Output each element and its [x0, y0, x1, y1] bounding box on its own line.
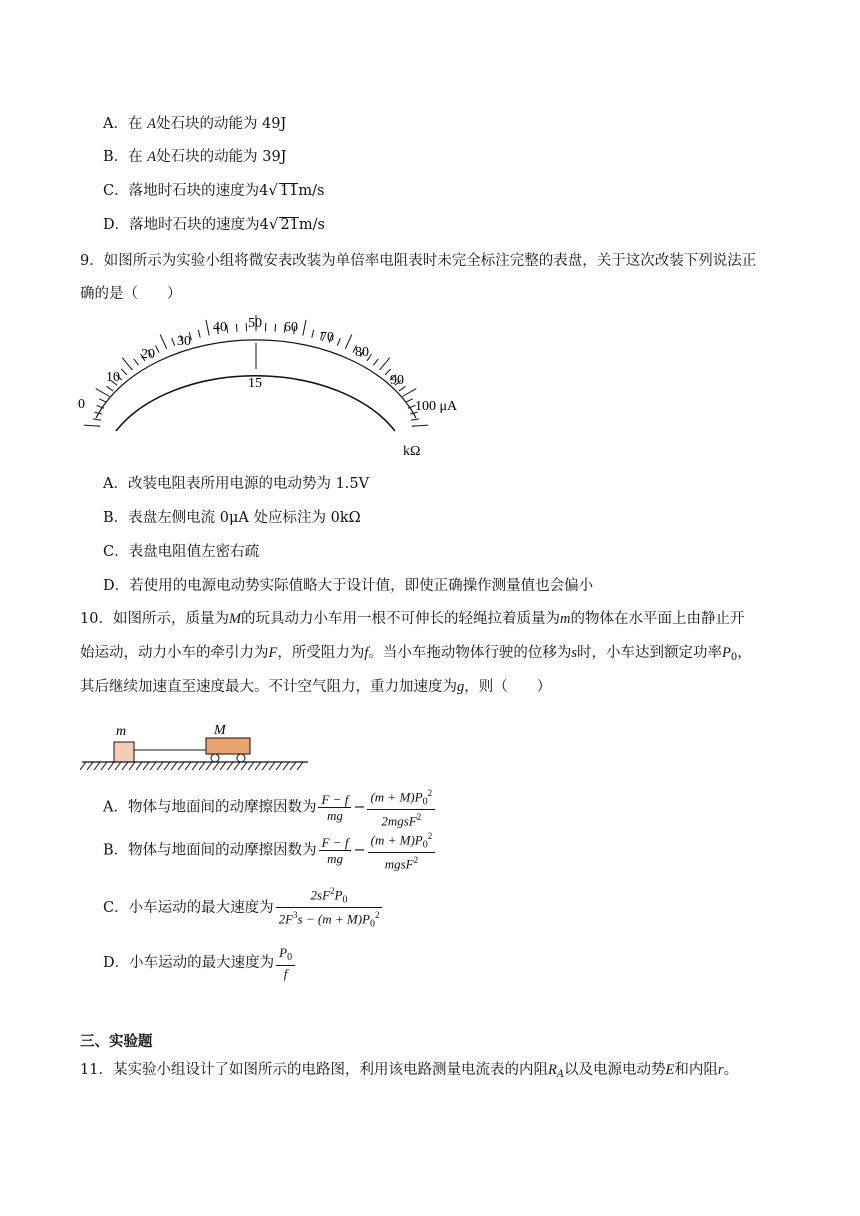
dial-label-100-uA: 100 μA [415, 399, 458, 414]
q10c-frac: $\frac{2sF^2P_0}{2F^3s - (m + M)P_0^2}$ [276, 884, 383, 932]
dial-label-15: 15 [248, 376, 262, 391]
dial-label-90: 90 [390, 373, 404, 388]
dial-label-80: 80 [355, 345, 369, 360]
dial-tick [134, 359, 139, 365]
ground-hatch-line [248, 762, 254, 770]
dial-tick [84, 425, 100, 426]
dial-tick [374, 359, 379, 365]
ground-hatch-line [136, 762, 142, 770]
meter-dial-figure [70, 305, 510, 465]
ground-hatch-line [80, 762, 86, 770]
q10-option-c: C．小车运动的最大速度为 $\frac{2sF^2P_0}{2F^3s - (m + M)P_0^2}$ [103, 884, 384, 932]
cart-wheel-right [237, 754, 245, 762]
dial-tick [312, 330, 314, 338]
ground-hatch-line [241, 762, 247, 770]
dial-tick [412, 425, 428, 426]
ground-hatch-line [290, 762, 296, 770]
dial-tick [121, 369, 127, 375]
dial-tick [93, 419, 101, 420]
q10b-frac2: $\frac{(m + M)P_0^2}{mgsF^2}$ [368, 829, 436, 872]
dial-tick [172, 338, 175, 346]
q9-option-a: A．改装电阻表所用电源的电动势为 1.5V [103, 476, 370, 492]
ground-hatch-line [220, 762, 226, 770]
dial-tick [405, 399, 412, 402]
q10-stem-line3: 其后继续加速直至速度最大。不计空气阻力，重力加速度为g，则（ ） [80, 679, 552, 695]
dial-ticks [84, 315, 428, 426]
q9-stem-line1: 9．如图所示为实验小组将微安表改装为单倍率电阻表时未完全标注完整的表盘，关于这次改装下列说法正 [80, 253, 757, 269]
dial-label-40: 40 [213, 320, 227, 335]
q9-stem-line2: 确的是（ ） [80, 286, 182, 302]
dial-tick [156, 346, 160, 353]
ground-hatch-line [129, 762, 135, 770]
ground-hatch-line [157, 762, 163, 770]
dial-tick [402, 389, 416, 397]
ground-hatch-line [164, 762, 170, 770]
q9-option-c: C．表盘电阻值左密右疏 [103, 544, 260, 560]
ground-hatch-line [122, 762, 128, 770]
ground-hatch-line [297, 762, 303, 770]
dial-label-60: 60 [284, 320, 298, 335]
dial-tick [122, 358, 132, 370]
dial-tick [303, 320, 306, 336]
q10-stem-line1: 10．如图所示，质量为M的玩具动力小车用一根不可伸长的轻绳拉着质量为m的物体在水平面上由静止开 [80, 611, 745, 627]
dial-tick [96, 389, 110, 397]
dial-label-20: 20 [141, 347, 155, 362]
dial-tick [206, 320, 209, 336]
ground-hatch-line [115, 762, 121, 770]
cart-wheel-left [211, 754, 219, 762]
ground-hatch-line [199, 762, 205, 770]
ground-hatch-line [255, 762, 261, 770]
q10b-frac1: $\frac{F - f}{mg}$ [319, 835, 352, 866]
ground-hatch-line [276, 762, 282, 770]
ground-hatch-line [206, 762, 212, 770]
q10-option-a: A．物体与地面间的动摩擦因数为 $\frac{F - f}{mg}$ − $\frac{(m + M)P_0^2}{2mgsF^2}$ [103, 786, 437, 829]
q10a-frac1: $\frac{F - f}{mg}$ [318, 792, 351, 823]
dial-unit-kohm: kΩ [403, 444, 421, 459]
q10-stem-line2: 始运动，动力小车的牵引力为F，所受阻力为f。当小车拖动物体行驶的位移为s时，小车达到额定功率$P_0$， [80, 645, 752, 663]
q10-option-d: D．小车运动的最大速度为 $\frac{P_0}{f}$ [103, 945, 297, 981]
dial-tick [236, 324, 237, 332]
ground-hatch-line [87, 762, 93, 770]
dial-label-10: 10 [106, 370, 120, 385]
ground-hatch-line [213, 762, 219, 770]
dial-tick [345, 334, 352, 349]
ground-hatch-line [192, 762, 198, 770]
ground-hatch-line [150, 762, 156, 770]
ground-hatch-line [262, 762, 268, 770]
ground-hatch-line [143, 762, 149, 770]
dial-tick [380, 358, 390, 370]
section-heading-experiment: 三、实验题 [80, 1034, 153, 1050]
dial-tick [198, 330, 200, 338]
cart-M-body [206, 738, 250, 754]
dial-tick [411, 419, 419, 420]
block-m-label: m [116, 724, 127, 739]
q8-option-c: C．落地时石块的速度为4√ 11m/s [103, 181, 325, 199]
q9-option-d: D．若使用的电源电动势实际值略大于设计值，即使正确操作测量值也会偏小 [103, 578, 594, 594]
q8-option-b: B．在 A处石块的动能为 39J [103, 149, 287, 165]
ground-hatch-line [185, 762, 191, 770]
dial-label-70: 70 [320, 330, 334, 345]
ground-hatch-line [283, 762, 289, 770]
dial-label-30: 30 [177, 334, 191, 349]
dial-label-50: 50 [248, 316, 262, 331]
dial-tick [107, 386, 114, 391]
cart-figure [80, 718, 310, 773]
cart-M-label: M [214, 723, 226, 738]
ground-hatch-line [101, 762, 107, 770]
dial-label-0: 0 [78, 397, 85, 412]
ground-hatch [80, 762, 303, 770]
q10-option-b: B．物体与地面间的动摩擦因数为 $\frac{F - f}{mg}$ − $\frac{(m + M)P_0^2}{mgsF^2}$ [103, 829, 437, 872]
q9-option-b: B．表盘左侧电流 0μA 处应标注为 0kΩ [103, 510, 361, 526]
ground-hatch-line [171, 762, 177, 770]
dial-tick [275, 324, 276, 332]
q8-option-a: A．在 A处石块的动能为 49J [103, 116, 287, 132]
ground-hatch-line [269, 762, 275, 770]
ground-hatch-line [94, 762, 100, 770]
ground-hatch-line [178, 762, 184, 770]
q11-stem: 11．某实验小组设计了如图所示的电路图，利用该电路测量电流表的内阻$R_A$以及电源电动势E和内阻r。 [80, 1062, 739, 1080]
q10a-frac2: $\frac{(m + M)P_0^2}{2mgsF^2}$ [367, 786, 435, 829]
dial-tick [337, 338, 340, 346]
q8-option-d: D．落地时石块的速度为4√ 21m/s [103, 215, 325, 233]
ground-hatch-line [227, 762, 233, 770]
dial-tick [99, 399, 106, 402]
block-m [114, 742, 134, 762]
q10d-frac: $\frac{P_0}{f}$ [276, 945, 295, 981]
ground-hatch-line [234, 762, 240, 770]
dial-tick [160, 334, 167, 349]
ground-hatch-line [108, 762, 114, 770]
